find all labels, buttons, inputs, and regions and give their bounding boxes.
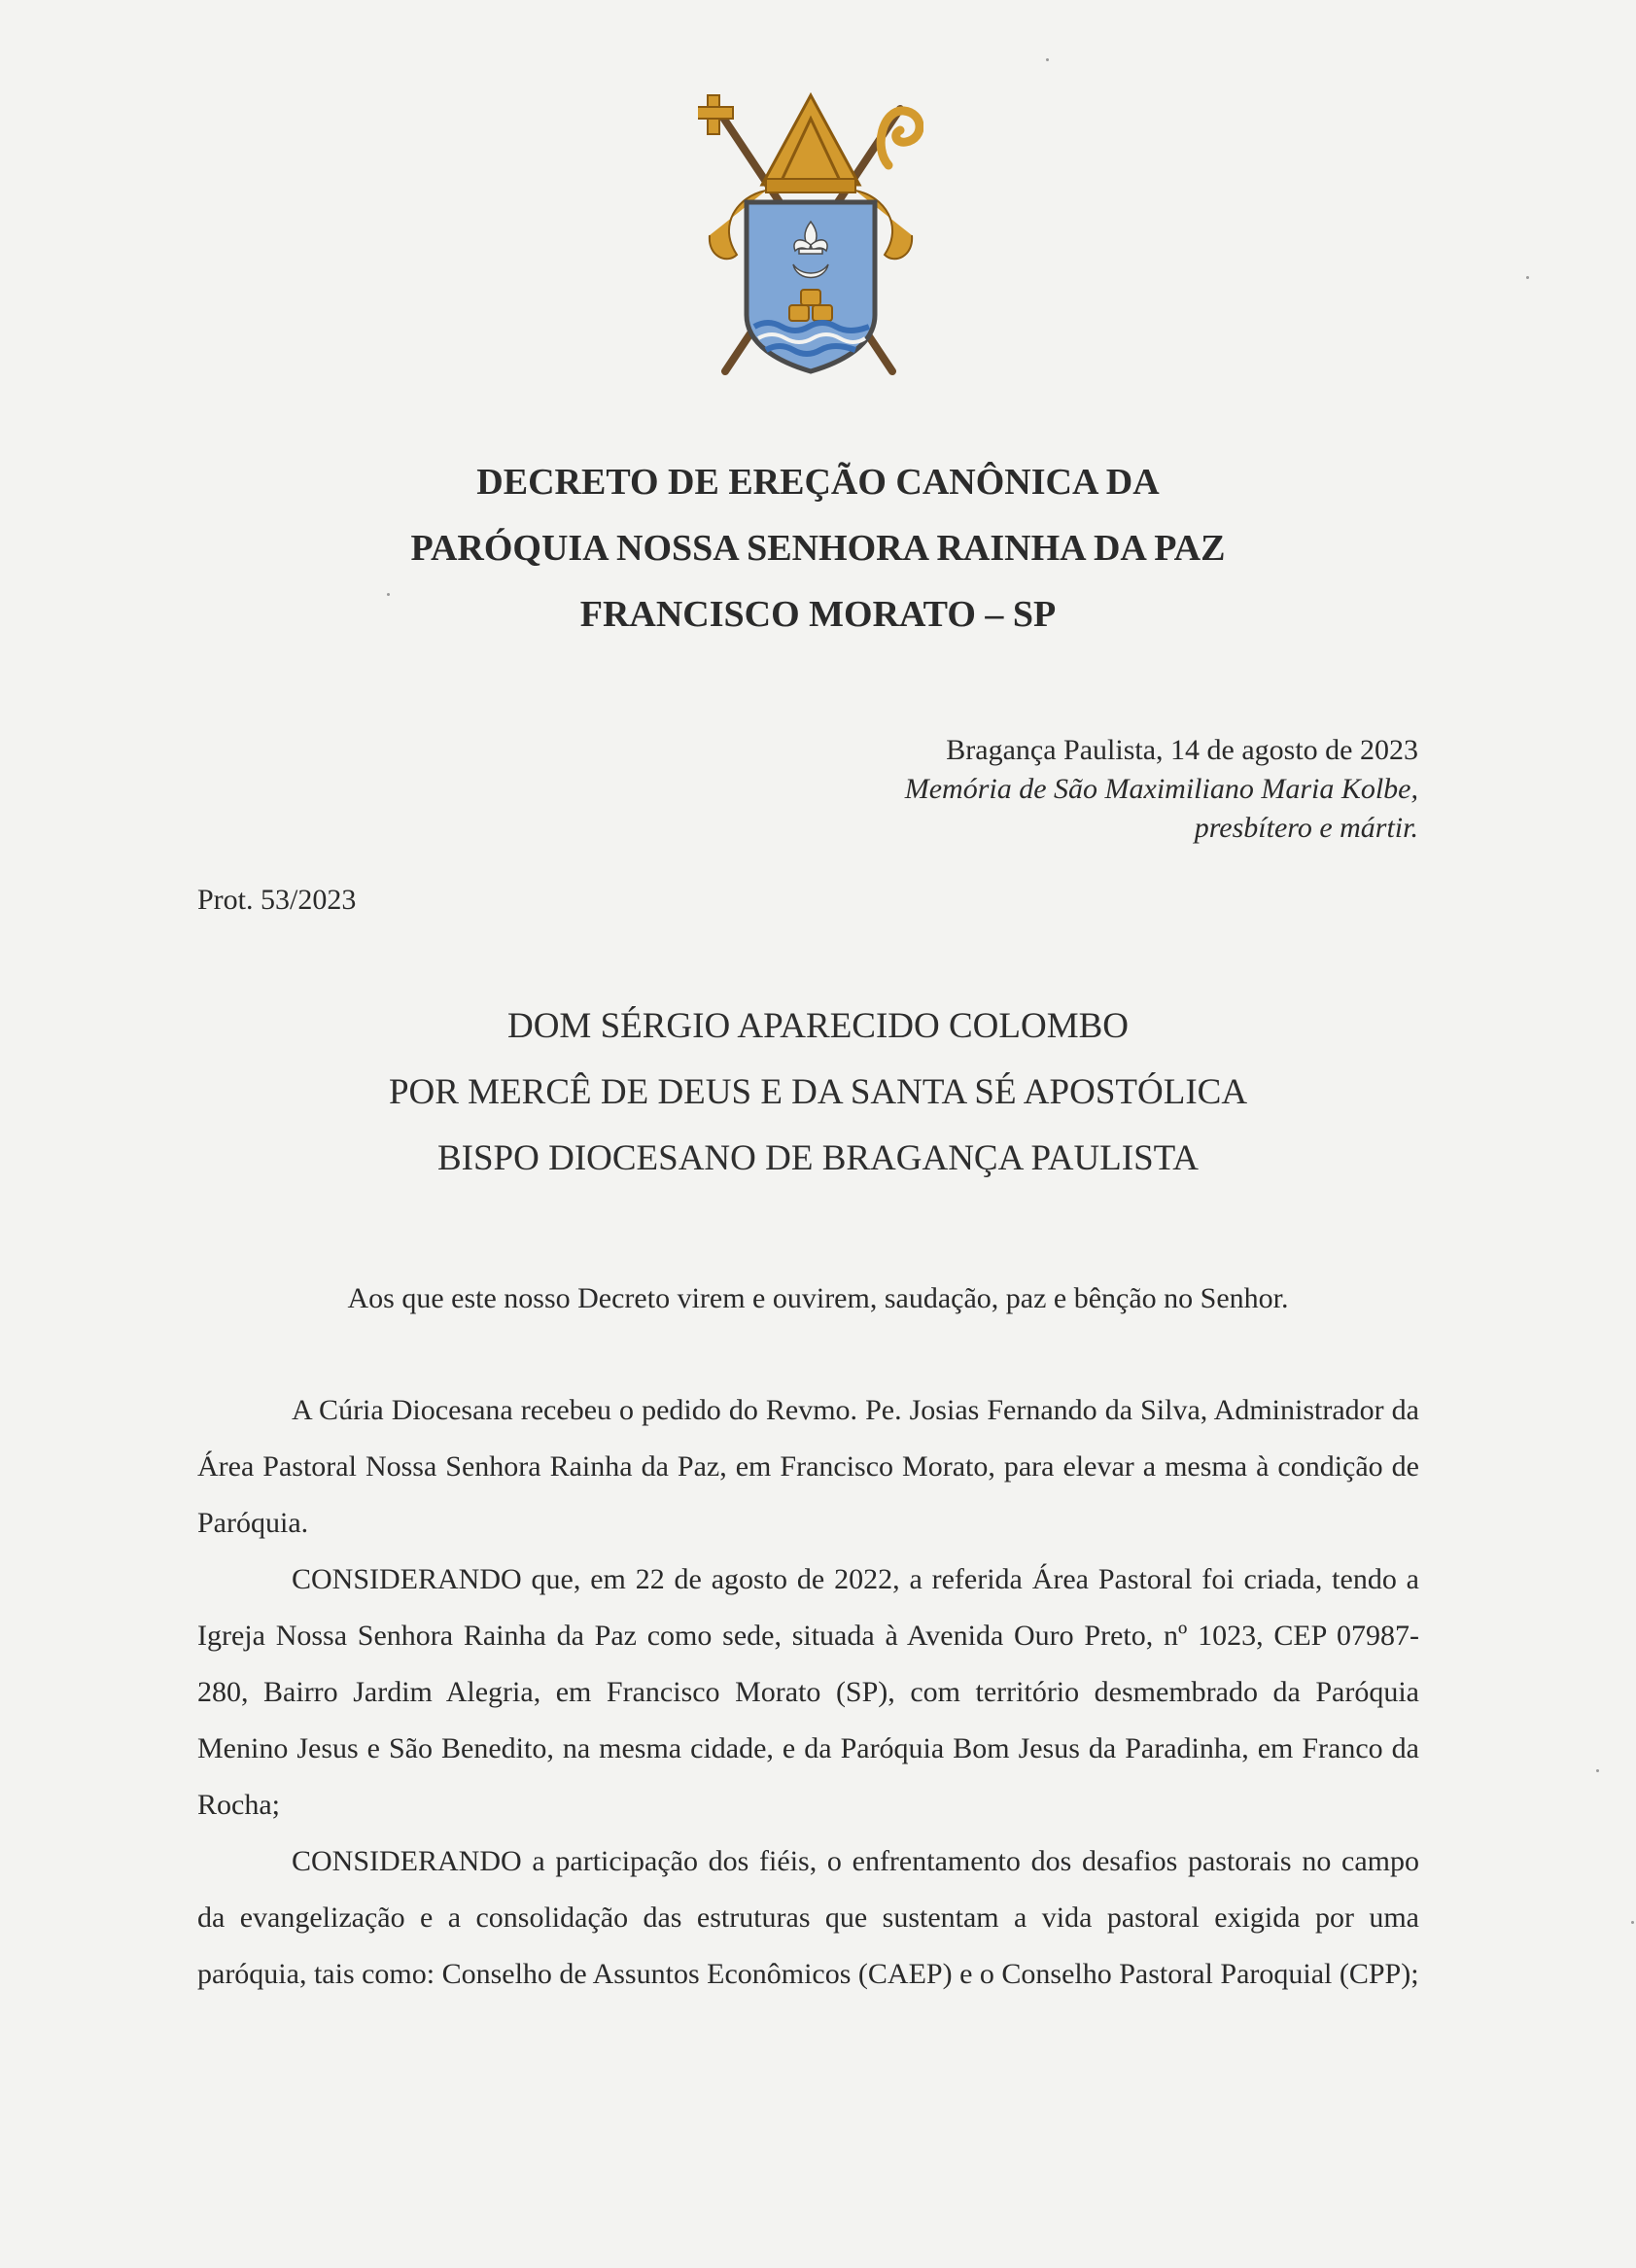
greeting: Aos que este nosso Decreto virem e ouvirem, saudação, paz e bênção no Senhor. (347, 1282, 1289, 1314)
scan-speck (387, 593, 390, 596)
scan-speck (1046, 58, 1049, 61)
title-line-3: FRANCISCO MORATO – SP (579, 594, 1057, 635)
bishop-line-3: BISPO DIOCESANO DE BRAGANÇA PAULISTA (436, 1138, 1200, 1178)
bishop-line-1: DOM SÉRGIO APARECIDO COLOMBO (506, 1006, 1130, 1046)
protocol-number: Prot. 53/2023 (197, 884, 357, 916)
date-block (905, 731, 1418, 848)
coat-of-arms-emblem (698, 89, 923, 381)
decree-title (0, 449, 1636, 647)
decree-body (197, 1382, 1419, 2003)
bishop-line-2: POR MERCÊ DE DEUS E DA SANTA SÉ APOSTÓLICA (388, 1072, 1248, 1112)
scan-speck (1596, 1769, 1599, 1772)
body-paragraph: CONSIDERANDO que, em 22 de agosto de 2022, a referida Área Pastoral foi criada, tendo a Igreja Nossa Senhora Rainha da Paz como sede, situada à Avenida Ouro Preto, nº 1023, CEP 07987-280, Bairro Jardim Alegria, em Francisco Morato (SP), com território desmembrado da Paróquia Menino Jesus e São Benedito, na mesma cidade, e da Paróquia Bom Jesus da Paradinha, em Franco da Rocha; (197, 1563, 1419, 1821)
bishop-heading (0, 994, 1636, 1192)
memorial-line-2: presbítero e mártir. (1194, 812, 1418, 844)
memorial-line-1: Memória de São Maximiliano Maria Kolbe, (904, 773, 1418, 805)
body-paragraph: CONSIDERANDO a participação dos fiéis, o enfrentamento dos desafios pastorais no campo da evangelização e a consolidação das estruturas que sustentam a vida pastoral exigida por uma paróquia, tais como: Conselho de Assuntos Econômicos (CAEP) e o Conselho Pastoral Paroquial (CPP); (197, 1845, 1419, 1990)
title-line-1: DECRETO DE EREÇÃO CANÔNICA DA (476, 462, 1160, 503)
scan-speck (1526, 276, 1529, 279)
scan-speck (1631, 1921, 1634, 1924)
place-date: Bragança Paulista, 14 de agosto de 2023 (946, 734, 1418, 766)
body-paragraph: A Cúria Diocesana recebeu o pedido do Revmo. Pe. Josias Fernando da Silva, Administrador da Área Pastoral Nossa Senhora Rainha da Paz, em Francisco Morato, para elevar a mesma à condição de Paróquia. (197, 1394, 1419, 1539)
title-line-2: PARÓQUIA NOSSA SENHORA RAINHA DA PAZ (410, 528, 1226, 569)
